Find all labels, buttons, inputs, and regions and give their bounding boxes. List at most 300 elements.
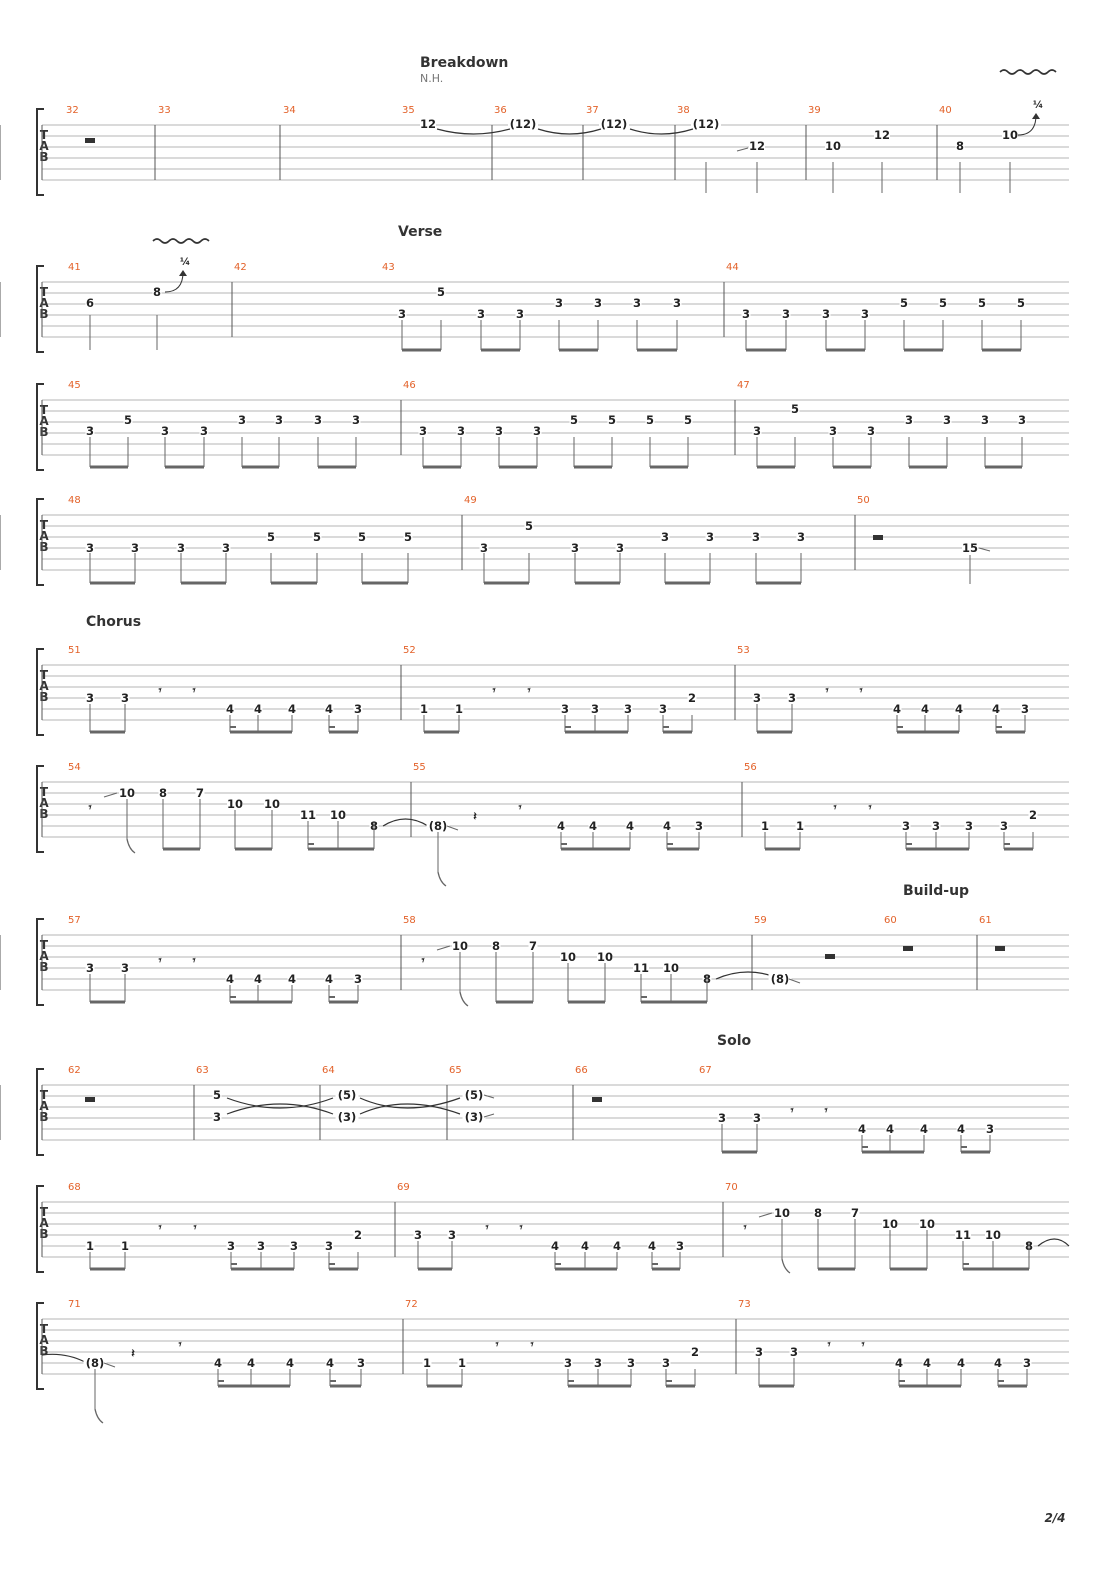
fret-number: 1 [454, 702, 464, 716]
fret-number: 3 [860, 307, 870, 321]
fret-number: 4 [922, 1356, 932, 1370]
fret-number: 10 [773, 1206, 791, 1220]
fret-number: 11 [299, 808, 317, 822]
rest-symbol [85, 138, 95, 143]
fret-number: 1 [85, 1239, 95, 1253]
section-label: Solo [717, 1033, 752, 1049]
fret-number: 1 [419, 702, 429, 716]
fret-number: 3 [226, 1239, 236, 1253]
fret-number: 4 [213, 1356, 223, 1370]
measure-number: 57 [68, 915, 81, 926]
fret-number: 8 [158, 786, 168, 800]
tab-clef-letter: T [39, 938, 49, 952]
eighth-rest: 𝄾 [790, 1103, 794, 1117]
fret-number: 1 [795, 819, 805, 833]
fret-number: 5 [607, 413, 617, 427]
fret-number: 8 [955, 139, 965, 153]
fret-number: 10 [451, 939, 469, 953]
fret-number: 4 [285, 1356, 295, 1370]
fret-number: 7 [850, 1206, 860, 1220]
measure-number: 49 [464, 495, 477, 506]
fret-number: 3 [532, 424, 542, 438]
fret-number: 1 [422, 1356, 432, 1370]
fret-number: 10 [918, 1217, 936, 1231]
fret-number: 2 [353, 1228, 363, 1242]
fret-number: 3 [313, 413, 323, 427]
tab-clef-letter: B [39, 807, 49, 821]
fret-number: 4 [324, 702, 334, 716]
measure-number: 59 [754, 915, 767, 926]
fret-number: 7 [195, 786, 205, 800]
tab-clef-letter: T [39, 128, 49, 142]
fret-number: 3 [324, 1239, 334, 1253]
fret-number: 4 [625, 819, 635, 833]
eighth-rest: 𝄾 [158, 953, 162, 967]
tab-clef-letter: B [39, 150, 49, 164]
measure-number: 55 [413, 762, 426, 773]
fret-number: 10 [263, 797, 281, 811]
fret-number: 3 [418, 424, 428, 438]
fret-number: 5 [790, 402, 800, 416]
fret-number: 3 [789, 1345, 799, 1359]
fret-number: 3 [658, 702, 668, 716]
fret-number: 3 [274, 413, 284, 427]
measure-number: 62 [68, 1065, 81, 1076]
fret-number: 4 [324, 972, 334, 986]
eighth-rest: 𝄾 [743, 1220, 747, 1234]
measure-number: 64 [322, 1065, 335, 1076]
tab-clef-letter: B [39, 960, 49, 974]
measure-number: 33 [158, 105, 171, 116]
tie-arc [630, 129, 693, 134]
fret-number: 3 [560, 702, 570, 716]
fret-number: 4 [253, 972, 263, 986]
fret-number: 10 [329, 808, 347, 822]
fret-number: 4 [954, 702, 964, 716]
eighth-rest: 𝄾 [178, 1337, 182, 1351]
note-flag [438, 872, 446, 886]
eighth-rest: 𝄾 [527, 683, 531, 697]
fret-number: 3 [623, 702, 633, 716]
measure-number: 39 [808, 105, 821, 116]
slide-mark [737, 148, 748, 151]
measure-number: 71 [68, 1299, 81, 1310]
fret-number: 2 [1028, 808, 1038, 822]
fret-number: 3 [1020, 702, 1030, 716]
section-label: Build-up [903, 883, 970, 899]
fret-number: 3 [717, 1111, 727, 1125]
fret-number: 4 [857, 1122, 867, 1136]
eighth-rest: 𝄾 [518, 800, 522, 814]
tab-clef-letter: T [39, 1088, 49, 1102]
fret-number: 3 [351, 413, 361, 427]
fret-number: 3 [212, 1110, 222, 1124]
fret-number: 3 [781, 307, 791, 321]
note-flag [782, 1259, 790, 1273]
fret-number: 4 [612, 1239, 622, 1253]
tie-arc [360, 1104, 460, 1114]
fret-number: 3 [675, 1239, 685, 1253]
fret-number: 10 [118, 786, 136, 800]
fret-number: 12 [419, 117, 437, 131]
bend-amount: ¼ [179, 257, 191, 268]
fret-number: 3 [237, 413, 247, 427]
rest-symbol [903, 946, 913, 951]
eighth-rest: 𝄾 [485, 1220, 489, 1234]
fret-number: 3 [176, 541, 186, 555]
tab-clef-letter: B [39, 690, 49, 704]
measure-number: 40 [939, 105, 952, 116]
fret-number: 4 [894, 1356, 904, 1370]
fret-number: (3) [464, 1110, 484, 1124]
measure-number: 67 [699, 1065, 712, 1076]
rest-symbol [825, 954, 835, 959]
tie-arc [383, 819, 428, 826]
note-flag [460, 992, 468, 1006]
section-label: Chorus [86, 614, 142, 630]
fret-number: (5) [337, 1088, 357, 1102]
measure-number: 58 [403, 915, 416, 926]
measure-number: 43 [382, 262, 395, 273]
eighth-rest: 𝄾 [492, 683, 496, 697]
tab-clef-letter: B [39, 425, 49, 439]
tab-clef-letter: T [39, 668, 49, 682]
measure-number: 44 [726, 262, 739, 273]
eighth-rest: 𝄾 [861, 1337, 865, 1351]
fret-number: 3 [476, 307, 486, 321]
fret-number: (8) [428, 819, 448, 833]
fret-number: 4 [892, 702, 902, 716]
fret-number: 4 [588, 819, 598, 833]
measure-number: 61 [979, 915, 992, 926]
fret-number: 1 [120, 1239, 130, 1253]
fret-number: 3 [1017, 413, 1027, 427]
rest-symbol [873, 535, 883, 540]
fret-number: 5 [899, 296, 909, 310]
fret-number: 10 [984, 1228, 1002, 1242]
note-flag [127, 839, 135, 853]
fret-number: 5 [524, 519, 534, 533]
eighth-rest: 𝄾 [495, 1337, 499, 1351]
fret-number: (5) [464, 1088, 484, 1102]
fret-number: 3 [752, 691, 762, 705]
fret-number: 4 [919, 1122, 929, 1136]
fret-number: 4 [956, 1356, 966, 1370]
fret-number: 2 [687, 691, 697, 705]
fret-number: 5 [436, 285, 446, 299]
fret-number: 10 [226, 797, 244, 811]
fret-number: 3 [353, 972, 363, 986]
measure-number: 70 [725, 1182, 738, 1193]
fret-number: 5 [569, 413, 579, 427]
tab-clef-letter: A [39, 529, 49, 543]
fret-number: 3 [1022, 1356, 1032, 1370]
measure-number: 56 [744, 762, 757, 773]
slide-mark [437, 946, 450, 950]
fret-number: 3 [120, 961, 130, 975]
fret-number: 3 [705, 530, 715, 544]
measure-number: 45 [68, 380, 81, 391]
fret-number: 3 [479, 541, 489, 555]
tie-arc [437, 129, 510, 134]
fret-number: 5 [977, 296, 987, 310]
eighth-rest: 𝄾 [192, 683, 196, 697]
measure-number: 60 [884, 915, 897, 926]
measure-number: 36 [494, 105, 507, 116]
fret-number: 3 [821, 307, 831, 321]
tab-clef-letter: T [39, 785, 49, 799]
fret-number: 4 [550, 1239, 560, 1253]
fret-number: 3 [694, 819, 704, 833]
measure-number: 52 [403, 645, 416, 656]
fret-number: 3 [413, 1228, 423, 1242]
fret-number: (3) [337, 1110, 357, 1124]
measure-number: 46 [403, 380, 416, 391]
fret-number: 10 [596, 950, 614, 964]
fret-number: 5 [683, 413, 693, 427]
fret-number: 4 [325, 1356, 335, 1370]
fret-number: 3 [353, 702, 363, 716]
vibrato-mark [153, 239, 209, 243]
fret-number: 3 [752, 424, 762, 438]
rest-symbol [592, 1097, 602, 1102]
fret-number: 5 [312, 530, 322, 544]
fret-number: 5 [123, 413, 133, 427]
quarter-rest: 𝄽 [131, 1346, 135, 1360]
fret-number: 4 [556, 819, 566, 833]
measure-number: 68 [68, 1182, 81, 1193]
fret-number: 4 [662, 819, 672, 833]
tab-clef-letter: B [39, 1344, 49, 1358]
fret-number: 8 [702, 972, 712, 986]
page-number: 2/4 [1044, 1511, 1066, 1525]
fret-number: 4 [956, 1122, 966, 1136]
measure-number: 73 [738, 1299, 751, 1310]
fret-number: 8 [813, 1206, 823, 1220]
fret-number: 3 [754, 1345, 764, 1359]
bend-arrowhead [1032, 113, 1040, 119]
fret-number: 3 [160, 424, 170, 438]
eighth-rest: 𝄾 [519, 1220, 523, 1234]
fret-number: 10 [881, 1217, 899, 1231]
eighth-rest: 𝄾 [827, 1337, 831, 1351]
fret-number: 3 [866, 424, 876, 438]
fret-number: 3 [901, 819, 911, 833]
tab-clef-letter: T [39, 285, 49, 299]
eighth-rest: 𝄾 [530, 1337, 534, 1351]
tab-clef-letter: A [39, 1216, 49, 1230]
measure-number: 47 [737, 380, 750, 391]
fret-number: 4 [287, 972, 297, 986]
tab-clef-letter: B [39, 1227, 49, 1241]
eighth-rest: 𝄾 [193, 1220, 197, 1234]
tab-clef-letter: A [39, 1333, 49, 1347]
fret-number: 3 [456, 424, 466, 438]
fret-number: 3 [554, 296, 564, 310]
fret-number: 4 [287, 702, 297, 716]
fret-number: 3 [661, 1356, 671, 1370]
fret-number: 11 [632, 961, 650, 975]
fret-number: (12) [600, 117, 628, 131]
section-label: Verse [398, 224, 443, 240]
fret-number: 3 [828, 424, 838, 438]
fret-number: 1 [457, 1356, 467, 1370]
fret-number: 3 [397, 307, 407, 321]
eighth-rest: 𝄾 [192, 953, 196, 967]
measure-number: 38 [677, 105, 690, 116]
fret-number: 3 [221, 541, 231, 555]
fret-number: 4 [993, 1356, 1003, 1370]
fret-number: 3 [130, 541, 140, 555]
tab-clef-letter: T [39, 1322, 49, 1336]
fret-number: 3 [999, 819, 1009, 833]
fret-number: 3 [593, 296, 603, 310]
tab-clef-letter: A [39, 679, 49, 693]
fret-number: 4 [253, 702, 263, 716]
measure-number: 69 [397, 1182, 410, 1193]
bend-arrowhead [179, 270, 187, 276]
fret-number: 3 [787, 691, 797, 705]
quarter-rest: 𝄽 [473, 809, 477, 823]
fret-number: 5 [212, 1088, 222, 1102]
tab-clef-letter: A [39, 139, 49, 153]
fret-number: 3 [85, 961, 95, 975]
fret-number: 3 [85, 541, 95, 555]
fret-number: 3 [626, 1356, 636, 1370]
fret-number: 3 [515, 307, 525, 321]
fret-number: 4 [885, 1122, 895, 1136]
fret-number: 4 [225, 972, 235, 986]
measure-number: 41 [68, 262, 81, 273]
tie-arc [1038, 1239, 1069, 1246]
eighth-rest: 𝄾 [158, 1220, 162, 1234]
fret-number: 3 [660, 530, 670, 544]
tab-clef-letter: A [39, 796, 49, 810]
tab-clef-letter: B [39, 1110, 49, 1124]
fret-number: 3 [752, 1111, 762, 1125]
fret-number: 10 [559, 950, 577, 964]
measure-number: 65 [449, 1065, 462, 1076]
fret-number: 8 [1024, 1239, 1034, 1253]
eighth-rest: 𝄾 [824, 1103, 828, 1117]
measure-number: 48 [68, 495, 81, 506]
eighth-rest: 𝄾 [859, 683, 863, 697]
fret-number: 10 [1001, 128, 1019, 142]
fret-number: 4 [920, 702, 930, 716]
fret-number: 3 [931, 819, 941, 833]
fret-number: 3 [985, 1122, 995, 1136]
measure-number: 66 [575, 1065, 588, 1076]
fret-number: 3 [632, 296, 642, 310]
fret-number: 8 [152, 285, 162, 299]
fret-number: 5 [403, 530, 413, 544]
fret-number: 3 [964, 819, 974, 833]
tab-clef-letter: A [39, 1099, 49, 1113]
eighth-rest: 𝄾 [868, 800, 872, 814]
fret-number: 3 [796, 530, 806, 544]
measure-number: 53 [737, 645, 750, 656]
fret-number: 5 [357, 530, 367, 544]
vibrato-mark [1000, 70, 1056, 74]
fret-number: 5 [266, 530, 276, 544]
fret-number: 3 [289, 1239, 299, 1253]
fret-number: 15 [961, 541, 979, 555]
tab-clef-letter: A [39, 414, 49, 428]
measure-number: 63 [196, 1065, 209, 1076]
rest-symbol [85, 1097, 95, 1102]
tab-clef-letter: T [39, 403, 49, 417]
fret-number: 10 [662, 961, 680, 975]
fret-number: 3 [447, 1228, 457, 1242]
tab-clef-letter: T [39, 518, 49, 532]
section-label: Breakdown [420, 55, 509, 71]
fret-number: 3 [120, 691, 130, 705]
measure-number: 32 [66, 105, 79, 116]
note-flag [95, 1409, 103, 1423]
measure-number: 50 [857, 495, 870, 506]
fret-number: 3 [980, 413, 990, 427]
fret-number: 3 [751, 530, 761, 544]
tie-arc [227, 1104, 333, 1114]
fret-number: 8 [491, 939, 501, 953]
fret-number: 11 [954, 1228, 972, 1242]
fret-number: 3 [494, 424, 504, 438]
eighth-rest: 𝄾 [421, 953, 425, 967]
measure-number: 72 [405, 1299, 418, 1310]
fret-number: 10 [824, 139, 842, 153]
fret-number: (8) [85, 1356, 105, 1370]
eighth-rest: 𝄾 [833, 800, 837, 814]
slide-mark [759, 1213, 772, 1217]
fret-number: 3 [904, 413, 914, 427]
fret-number: 3 [672, 296, 682, 310]
fret-number: 3 [199, 424, 209, 438]
fret-number: 3 [593, 1356, 603, 1370]
fret-number: 3 [356, 1356, 366, 1370]
tab-clef-letter: B [39, 540, 49, 554]
fret-number: 3 [590, 702, 600, 716]
fret-number: 4 [580, 1239, 590, 1253]
eighth-rest: 𝄾 [88, 800, 92, 814]
fret-number: 3 [741, 307, 751, 321]
fret-number: 5 [938, 296, 948, 310]
fret-number: 5 [1016, 296, 1026, 310]
fret-number: 4 [246, 1356, 256, 1370]
tie-arc [538, 129, 601, 134]
fret-number: 12 [748, 139, 766, 153]
tab-clef-letter: A [39, 949, 49, 963]
eighth-rest: 𝄾 [158, 683, 162, 697]
fret-number: 5 [645, 413, 655, 427]
fret-number: 2 [690, 1345, 700, 1359]
technique-label: N.H. [420, 72, 444, 85]
fret-number: (12) [509, 117, 537, 131]
fret-number: (8) [770, 972, 790, 986]
measure-number: 42 [234, 262, 247, 273]
rest-symbol [995, 946, 1005, 951]
measure-number: 37 [586, 105, 599, 116]
fret-number: 12 [873, 128, 891, 142]
fret-number: 3 [256, 1239, 266, 1253]
fret-number: 3 [615, 541, 625, 555]
fret-number: 3 [85, 424, 95, 438]
fret-number: (12) [692, 117, 720, 131]
tab-clef-letter: B [39, 307, 49, 321]
slide-mark [104, 793, 117, 797]
tab-clef-letter: A [39, 296, 49, 310]
fret-number: 4 [225, 702, 235, 716]
fret-number: 6 [85, 296, 95, 310]
